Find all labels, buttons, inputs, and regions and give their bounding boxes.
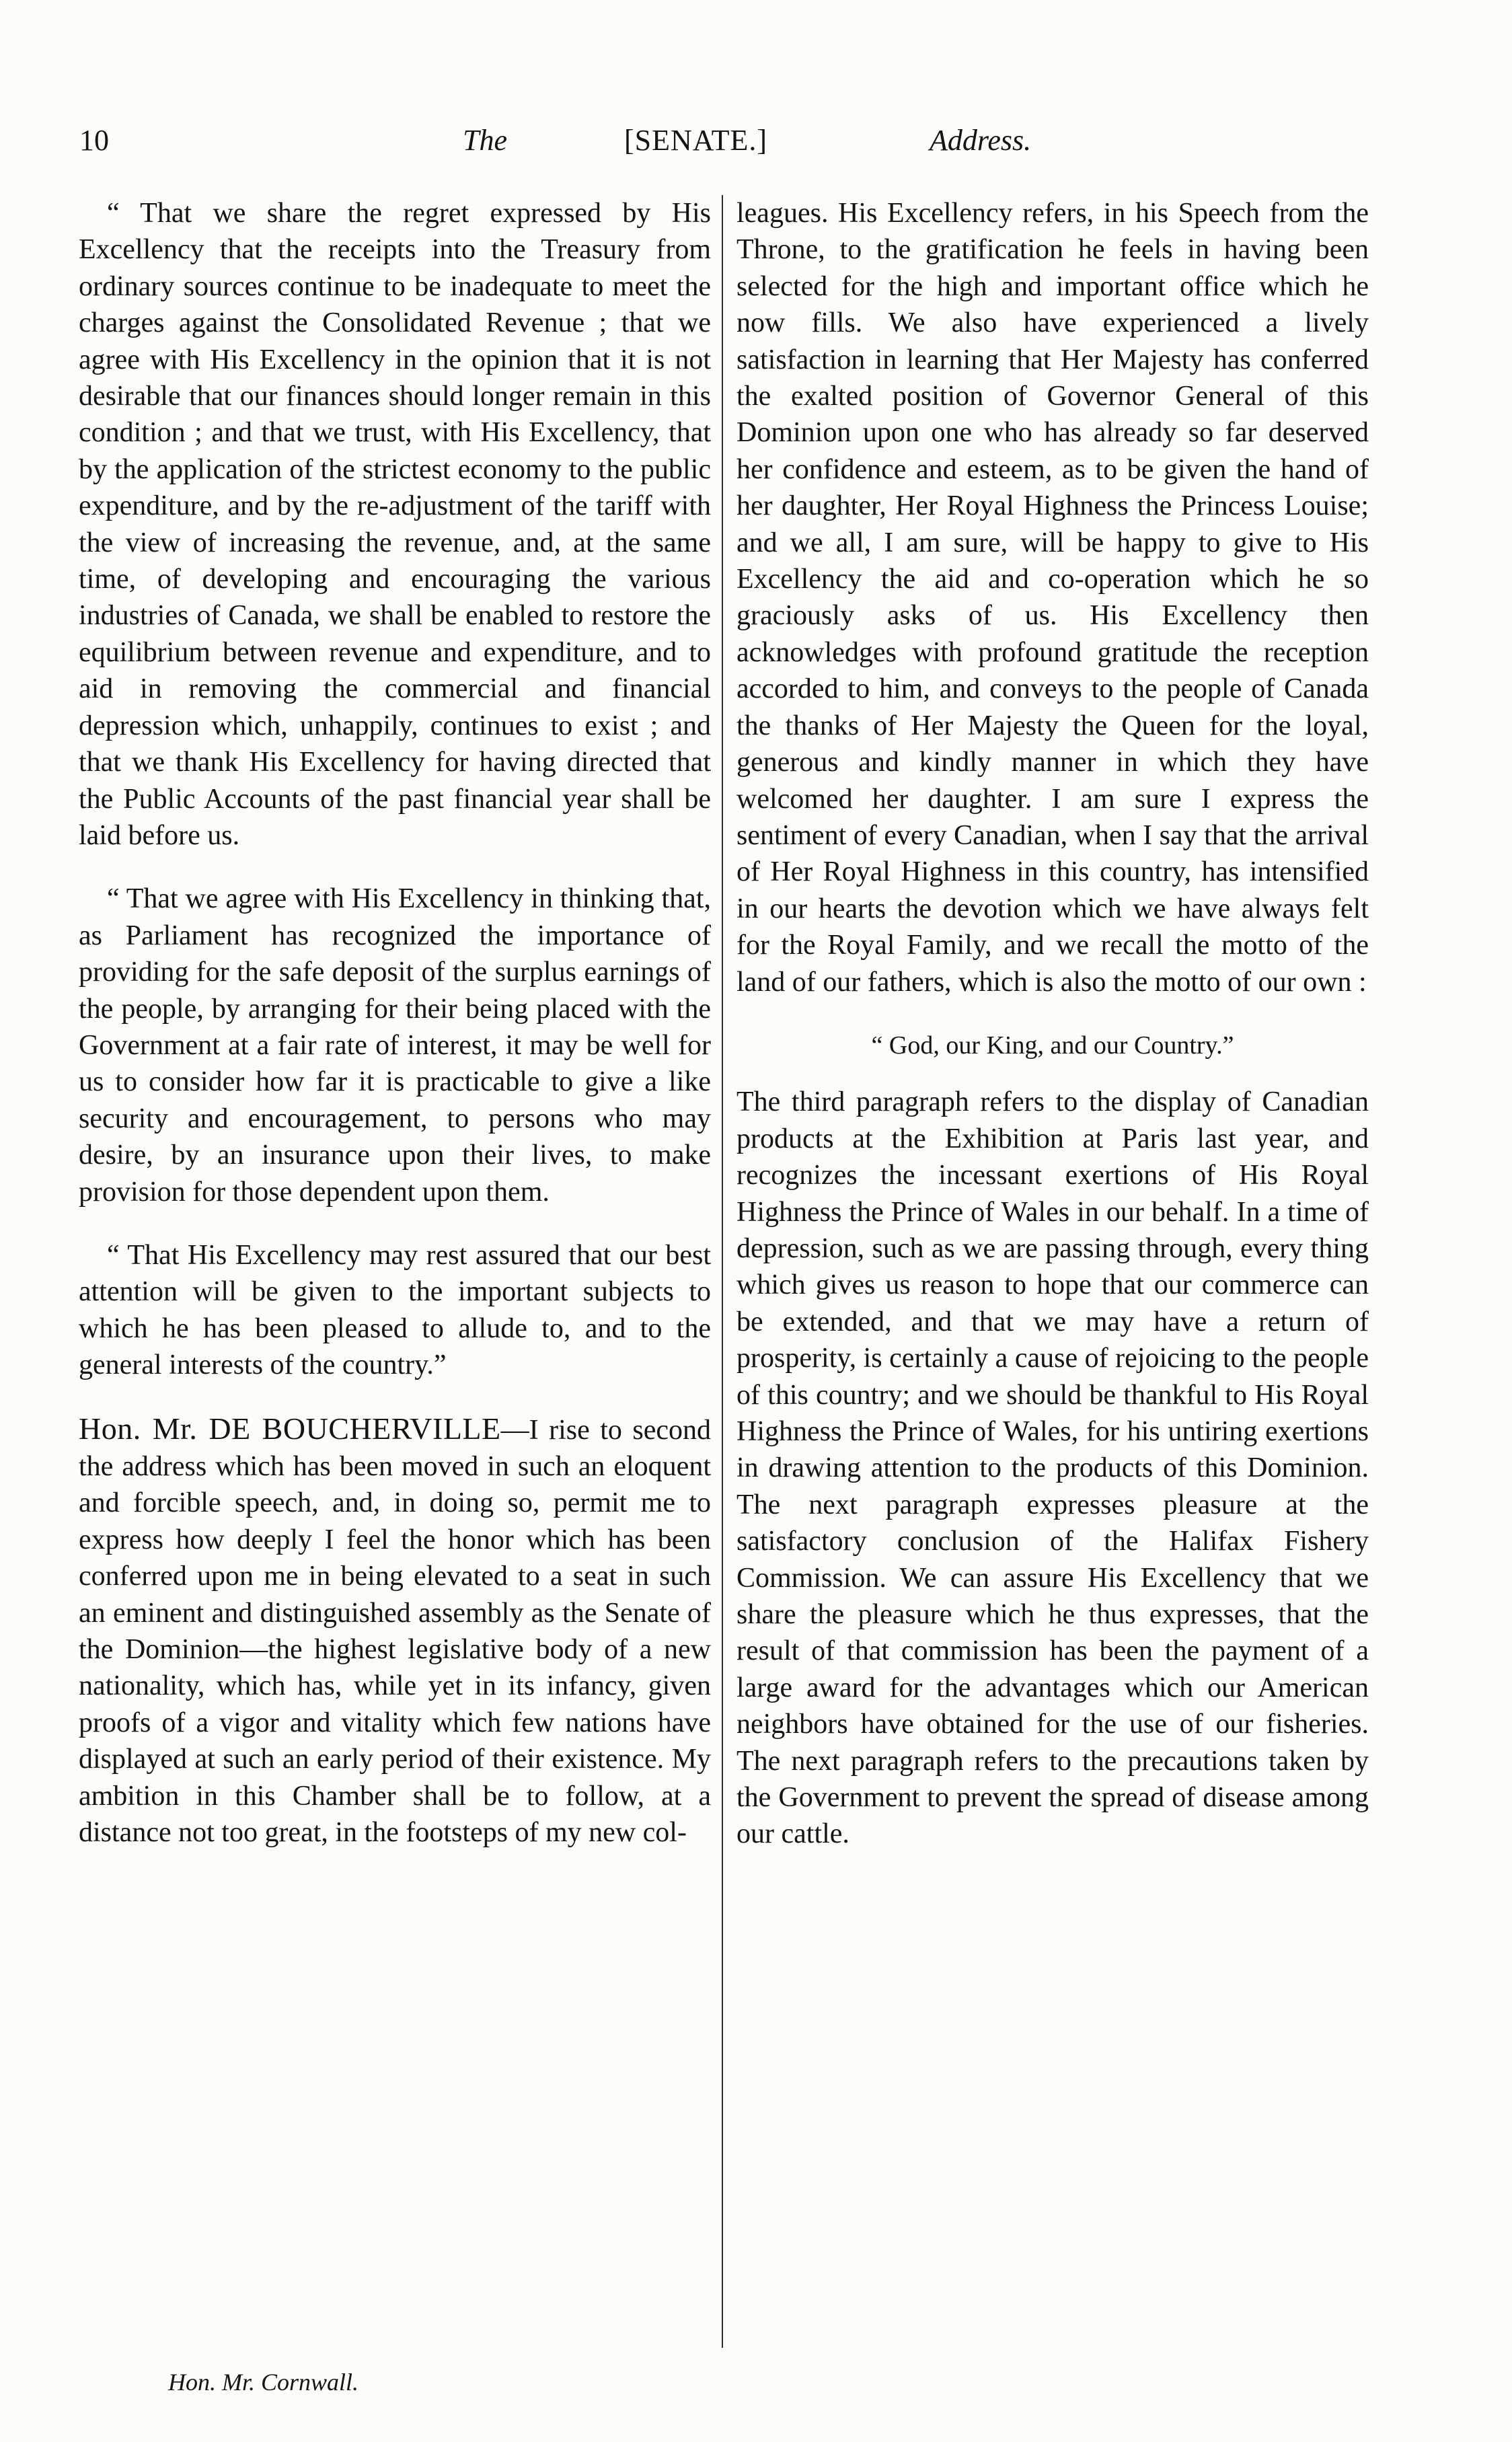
speech-paragraph	[79, 1411, 711, 1851]
speech-continuation: leagues. His Excellency refers, in his Speech from the Throne, to the gratification he feels in having been selected for the high and important office which he now fills. We also have experienced a lively satisfaction in learning that Her Majesty has conferred the exalted position of Governor General of this Dominion upon one who has already so far deserved her confidence and esteem, as to be given the hand of her daughter, Her Royal Highness the Princess Louise; and we all, I am sure, will be happy to give to His Excellency the aid and co-operation which he so graciously asks of us. His Excellency then acknowledges with profound gratitude the reception accorded to him, and conveys to the people of Canada the thanks of Her Majesty the Queen for the loyal, generous and kindly manner in which they have welcomed her daughter. I am sure I express the sentiment of every Canadian, when I say that the arrival of Her Royal Highness in this country, has intensified in our hearts the devotion which we have always felt for the Royal Family, and we recall the motto of the land of our fathers, which is also the motto of our own :	[736, 198, 1369, 998]
header-center-title: [SENATE.]	[624, 124, 768, 157]
address-paragraph-attention: “ That His Excellency may rest assured that our best attention will be given to the important subjects to which he has been pleased to allude to, and to the general interests of the country.”	[79, 1239, 711, 1381]
address-paragraph-insurance: “ That we agree with His Excellency in thinking that, as Parliament has recognized the importance of providing for the safe deposit of the surplus earnings of the people, by arranging for their being placed with the Government at a fair rate of interest, it may be well for us to consider how far it is practicable to give a like security and encouragement, to persons who may desire, by an insurance upon their lives, to make provision for those dependent upon them.	[79, 883, 711, 1208]
column-divider	[722, 195, 723, 2348]
motto-quote: “ God, our King, and our Country.”	[871, 1031, 1234, 1060]
page-header	[79, 123, 1344, 163]
right-column	[736, 195, 1369, 1853]
page-number: 10	[79, 124, 109, 157]
speech-paragraph-exhibition: The third paragraph refers to the display of Canadian products at the Exhibition at Paris last year, and recognizes the incessant exertions of His Royal Highness the Prince of Wales in our behalf. In a time of depression, such as we are passing through, every thing which gives us reason to hope that our commerce can be extended, and that we may have a return of prosperity, is certainly a cause of rejoicing to the people of this country; and we should be thankful to His Royal Highness the Prince of Wales, for his untiring exertions in drawing attention to the products of this Dominion. The next paragraph expresses pleasure at the satisfactory conclusion of the Halifax Fishery Commission. We can assure His Excellency that we share the pleasure which he thus expresses, that the result of that commission has been the payment of a large award for the advantages which our American neighbors have obtained for the use of our fisheries. The next paragraph refers to the precautions taken by the Government to prevent the spread of disease among our cattle.	[736, 1086, 1369, 1850]
header-left-title: The	[463, 124, 507, 157]
left-column	[79, 195, 711, 1851]
address-paragraph-revenue: “ That we share the regret expressed by His Excellency that the receipts into the Treasury from ordinary sources continue to be inadequate to meet the charges against the Consolidated Revenue ; that we agree with His Excellency in the opinion that it is not desirable that our finances should longer remain in this condition ; and that we trust, with His Excellency, that by the application of the strictest economy to the public expenditure, and by the re-adjustment of the tariff with the view of increasing the revenue, and, at the same time, of developing and encouraging the various industries of Canada, we shall be enabled to restore the equilibrium between revenue and expenditure, and to aid in removing the commercial and financial depression which, unhappily, continues to exist ; and that we thank His Excellency for having directed that the Public Accounts of the past financial year shall be laid before us.	[79, 198, 711, 851]
speech-text: —I rise to second the address which has been moved in such an eloquent and forcible speech, and, in doing so, permit me to express how deeply I feel the honor which has been conferred upon me in being elevated to a seat in such an eminent and distinguished assembly as the Senate of the Dominion—the highest legislative body of a new nationality, which has, while yet in its infancy, given proofs of a vigor and vitality which few nations have displayed at such an early period of their existence. My ambition in this Chamber shall be to follow, at a distance not too great, in the footsteps of my new col-	[79, 1414, 711, 1849]
running-footer: Hon. Mr. Cornwall.	[168, 2369, 359, 2396]
header-right-title: Address.	[930, 124, 1032, 157]
speaker-name: Hon. Mr. DE BOUCHERVILLE	[79, 1411, 501, 1446]
